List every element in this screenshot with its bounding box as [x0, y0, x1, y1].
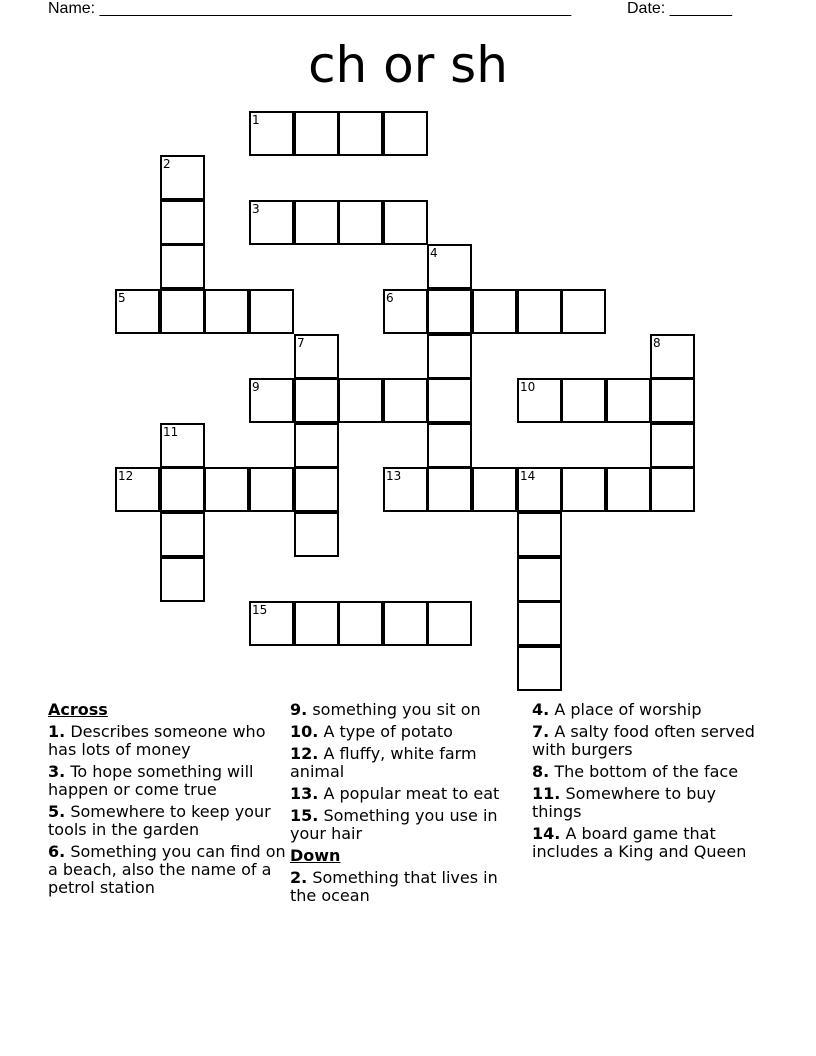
grid-cell[interactable]: [249, 601, 294, 646]
clue-number: 13.: [290, 784, 319, 803]
clue-text: Something that lives in the ocean: [290, 868, 498, 905]
grid-cell[interactable]: [383, 378, 428, 423]
clue-number-label: 9: [252, 380, 260, 394]
grid-cell[interactable]: [517, 467, 562, 512]
down-heading: Down: [290, 846, 341, 865]
clue-number: 1.: [48, 722, 66, 741]
clue-across-15: [290, 807, 528, 843]
grid-cell[interactable]: [427, 423, 472, 468]
clue-text: A salty food often served with burgers: [532, 722, 755, 759]
clue-number: 9.: [290, 700, 308, 719]
grid-cell[interactable]: [517, 289, 562, 334]
grid-cell[interactable]: [561, 289, 606, 334]
clue-number: 15.: [290, 806, 319, 825]
grid-cell[interactable]: [650, 334, 695, 379]
clue-number: 5.: [48, 802, 66, 821]
clue-text: To hope something will happen or come true: [48, 762, 254, 799]
grid-cell[interactable]: [517, 646, 562, 691]
grid-cell[interactable]: [294, 601, 339, 646]
clue-down-2: [290, 869, 528, 905]
grid-cell[interactable]: [160, 512, 205, 557]
clue-number: 4.: [532, 700, 550, 719]
grid-cell[interactable]: [517, 512, 562, 557]
grid-cell[interactable]: [472, 289, 517, 334]
clues-column-1: [48, 701, 286, 901]
grid-cell[interactable]: [383, 467, 428, 512]
grid-cell[interactable]: [160, 557, 205, 602]
grid-cell[interactable]: [294, 200, 339, 245]
grid-cell[interactable]: [561, 467, 606, 512]
grid-cell[interactable]: [160, 467, 205, 512]
grid-cell[interactable]: [249, 200, 294, 245]
clue-across-1: [48, 723, 286, 759]
clue-number-label: 3: [252, 202, 260, 216]
grid-cell[interactable]: [294, 423, 339, 468]
clue-number-label: 4: [430, 246, 438, 260]
grid-cell[interactable]: [606, 467, 651, 512]
grid-cell[interactable]: [115, 467, 160, 512]
grid-cell[interactable]: [160, 155, 205, 200]
clue-number-label: 7: [297, 336, 305, 350]
grid-cell[interactable]: [383, 289, 428, 334]
grid-cell[interactable]: [427, 334, 472, 379]
clue-number: 14.: [532, 824, 561, 843]
clues-column-3: [532, 701, 770, 865]
clue-across-13: [290, 785, 528, 803]
clue-text: A popular meat to eat: [323, 784, 500, 803]
clue-across-12: [290, 745, 528, 781]
grid-cell[interactable]: [160, 244, 205, 289]
clue-number: 7.: [532, 722, 550, 741]
clue-number: 2.: [290, 868, 308, 887]
clue-number-label: 11: [163, 425, 179, 439]
clue-number-label: 15: [252, 603, 268, 617]
clue-down-11: [532, 785, 770, 821]
clue-text: Describes someone who has lots of money: [48, 722, 266, 759]
across-heading: Across: [48, 700, 108, 719]
grid-cell[interactable]: [650, 378, 695, 423]
clue-number-label: 14: [520, 469, 536, 483]
grid-cell[interactable]: [338, 601, 383, 646]
clue-down-8: [532, 763, 770, 781]
clue-text: A place of worship: [554, 700, 702, 719]
grid-cell[interactable]: [427, 378, 472, 423]
clue-number-label: 1: [252, 113, 260, 127]
grid-cell[interactable]: [427, 467, 472, 512]
clue-number-label: 6: [386, 291, 394, 305]
grid-cell[interactable]: [294, 111, 339, 156]
grid-cell[interactable]: [383, 601, 428, 646]
grid-cell[interactable]: [160, 200, 205, 245]
grid-cell[interactable]: [650, 423, 695, 468]
clue-across-3: [48, 763, 286, 799]
clue-number-label: 5: [118, 291, 126, 305]
grid-cell[interactable]: [160, 289, 205, 334]
clue-text: Somewhere to keep your tools in the garden: [48, 802, 271, 839]
grid-cell[interactable]: [294, 334, 339, 379]
clue-number-label: 10: [520, 380, 536, 394]
grid-cell[interactable]: [427, 244, 472, 289]
grid-cell[interactable]: [115, 289, 160, 334]
clue-text: A fluffy, white farm animal: [290, 744, 477, 781]
clue-down-7: [532, 723, 770, 759]
date-field-label: Date: _______: [627, 0, 732, 17]
grid-cell[interactable]: [249, 111, 294, 156]
grid-cell[interactable]: [204, 467, 249, 512]
grid-cell[interactable]: [294, 467, 339, 512]
grid-cell[interactable]: [249, 289, 294, 334]
grid-cell[interactable]: [160, 423, 205, 468]
clue-text: A board game that includes a King and Queen: [532, 824, 747, 861]
grid-cell[interactable]: [249, 378, 294, 423]
clue-across-9: [290, 701, 528, 719]
clue-down-4: [532, 701, 770, 719]
clue-number-label: 8: [653, 336, 661, 350]
clue-number: 12.: [290, 744, 319, 763]
grid-cell[interactable]: [249, 467, 294, 512]
grid-cell[interactable]: [650, 467, 695, 512]
page-title: ch or sh: [308, 36, 508, 94]
clue-number-label: 13: [386, 469, 402, 483]
grid-cell[interactable]: [606, 378, 651, 423]
grid-cell[interactable]: [517, 601, 562, 646]
grid-cell[interactable]: [294, 512, 339, 557]
grid-cell[interactable]: [472, 467, 517, 512]
clue-number: 10.: [290, 722, 319, 741]
clues-column-2: [290, 701, 528, 909]
clue-text: something you sit on: [312, 700, 481, 719]
grid-cell[interactable]: [517, 378, 562, 423]
clue-number-label: 2: [163, 157, 171, 171]
grid-cell[interactable]: [338, 111, 383, 156]
grid-cell[interactable]: [383, 200, 428, 245]
clue-text: The bottom of the face: [554, 762, 739, 781]
grid-cell[interactable]: [204, 289, 249, 334]
clue-across-6: [48, 843, 286, 897]
clue-number: 6.: [48, 842, 66, 861]
clue-text: Somewhere to buy things: [532, 784, 716, 821]
clue-text: A type of potato: [323, 722, 453, 741]
grid-cell[interactable]: [338, 378, 383, 423]
grid-cell[interactable]: [517, 557, 562, 602]
grid-cell[interactable]: [561, 378, 606, 423]
clue-across-5: [48, 803, 286, 839]
clue-across-10: [290, 723, 528, 741]
grid-cell[interactable]: [338, 200, 383, 245]
grid-cell[interactable]: [383, 111, 428, 156]
clue-number: 11.: [532, 784, 561, 803]
clue-number-label: 12: [118, 469, 134, 483]
clue-down-14: [532, 825, 770, 861]
name-field-label: Name: _____________________________________________________: [48, 0, 572, 17]
clue-number: 8.: [532, 762, 550, 781]
grid-cell[interactable]: [427, 601, 472, 646]
grid-cell[interactable]: [427, 289, 472, 334]
clue-text: Something you can find on a beach, also the name of a petrol station: [48, 842, 286, 897]
clue-text: Something you use in your hair: [290, 806, 498, 843]
clue-number: 3.: [48, 762, 66, 781]
grid-cell[interactable]: [294, 378, 339, 423]
